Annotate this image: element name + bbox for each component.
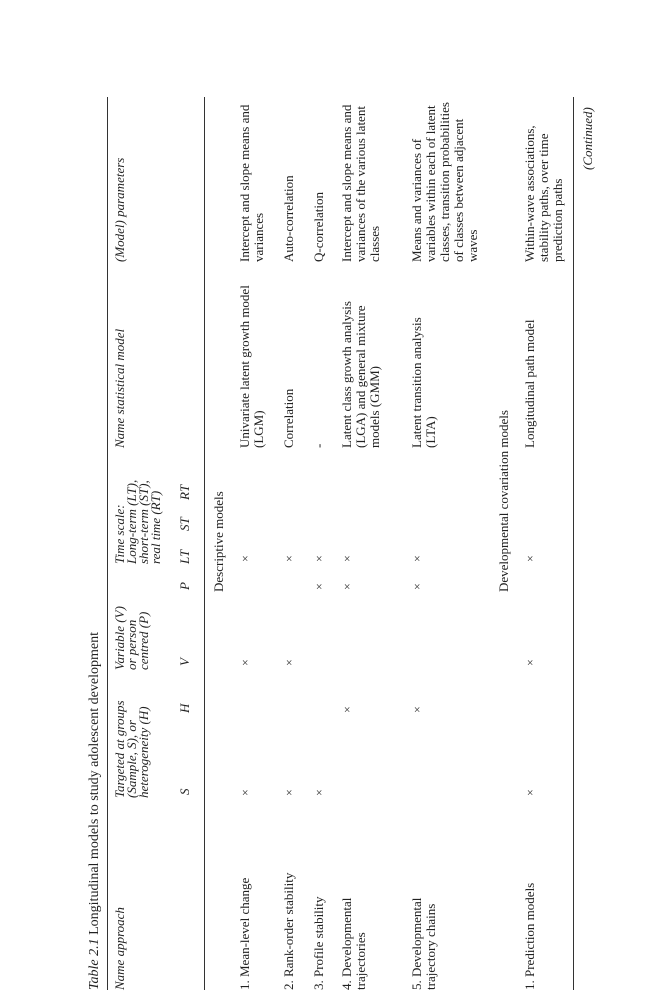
caption-text: Longitudinal models to study adolescent development (87, 632, 102, 935)
row-name: 1. Prediction models (522, 882, 537, 990)
row-mark-V: × (523, 659, 537, 666)
row-mark-S: × (238, 789, 252, 796)
row-mark-S: × (282, 789, 296, 796)
row-params: Intercept and slope means and variances (237, 104, 266, 262)
header-targeted-1: Targeted at groups (112, 700, 127, 798)
table-caption (88, 632, 102, 990)
row-mark-P: × (410, 583, 424, 590)
header-name-approach: Name approach (112, 907, 127, 990)
row-model: Univariate latent growth model (LGM) (237, 285, 266, 448)
row-params: Within-wave associations, stability paths, over time prediction paths (522, 125, 565, 262)
continued-note: (Continued) (580, 107, 595, 170)
row-mark-H: × (410, 706, 424, 713)
row-mark-P: × (340, 583, 354, 590)
caption-label: Table 2.1 (87, 938, 102, 990)
header-variable-1: Variable (V) (112, 606, 127, 670)
row-name: 1. Mean-level change (237, 877, 252, 990)
row-mark-V: × (238, 659, 252, 666)
header-targeted-2: (Sample, S), or (124, 720, 139, 798)
subheader-P: P (177, 582, 192, 590)
header-rule (204, 97, 205, 990)
row-model: Correlation (281, 388, 296, 448)
row-mark-H: × (340, 706, 354, 713)
subheader-V: V (177, 658, 192, 666)
row-model: Longitudinal path model (522, 319, 537, 448)
header-variable-3: centred (P) (136, 611, 151, 670)
header-statistical-model: Name statistical model (112, 328, 127, 448)
row-model: Latent class growth analysis (LGA) and general mixture models (GMM) (339, 301, 382, 448)
section-covariation: Developmental covariation models (496, 410, 511, 592)
section-descriptive: Descriptive models (211, 491, 226, 592)
row-mark-S: × (312, 789, 326, 796)
row-model: - (311, 443, 326, 448)
row-name: 5. Developmental trajectory chains (409, 897, 438, 990)
row-params: Intercept and slope means and variances of the various latent classes (339, 104, 382, 262)
row-mark-S: × (523, 789, 537, 796)
row-name: 2. Rank-order stability (281, 872, 296, 990)
row-params: Means and variances of variables within each of latent classes, transition probabilities of classes between adjacent waves (409, 102, 480, 262)
header-time-1: Time scale: (112, 504, 127, 564)
row-model: Latent transition analysis (LTA) (409, 317, 438, 448)
row-mark-LT: × (282, 555, 296, 562)
row-params: Auto-correlation (281, 175, 296, 262)
row-name: 4. Developmental trajectories (339, 897, 368, 990)
header-time-3: short-term (ST), (136, 480, 151, 564)
row-mark-LT: × (523, 555, 537, 562)
header-time-2: Long-term (LT), (124, 479, 139, 564)
row-mark-LT: × (312, 555, 326, 562)
subheader-LT: LT (177, 549, 192, 564)
header-time-4: real time (RT) (148, 490, 163, 564)
top-rule (107, 97, 108, 990)
header-variable-2: or person (124, 619, 139, 670)
row-name: 3. Profile stability (311, 896, 326, 990)
row-mark-P: × (312, 583, 326, 590)
header-targeted-3: heterogeneity (H) (136, 706, 151, 798)
row-mark-V: × (282, 659, 296, 666)
header-parameters: (Model) parameters (112, 157, 127, 262)
row-mark-LT: × (410, 555, 424, 562)
subheader-ST: ST (177, 517, 192, 531)
row-mark-LT: × (340, 555, 354, 562)
subheader-H: H (177, 703, 192, 713)
subheader-RT: RT (177, 484, 192, 500)
row-mark-LT: × (238, 555, 252, 562)
row-params: Q-correlation (311, 191, 326, 262)
subheader-S: S (177, 788, 192, 795)
bottom-rule (573, 97, 574, 990)
